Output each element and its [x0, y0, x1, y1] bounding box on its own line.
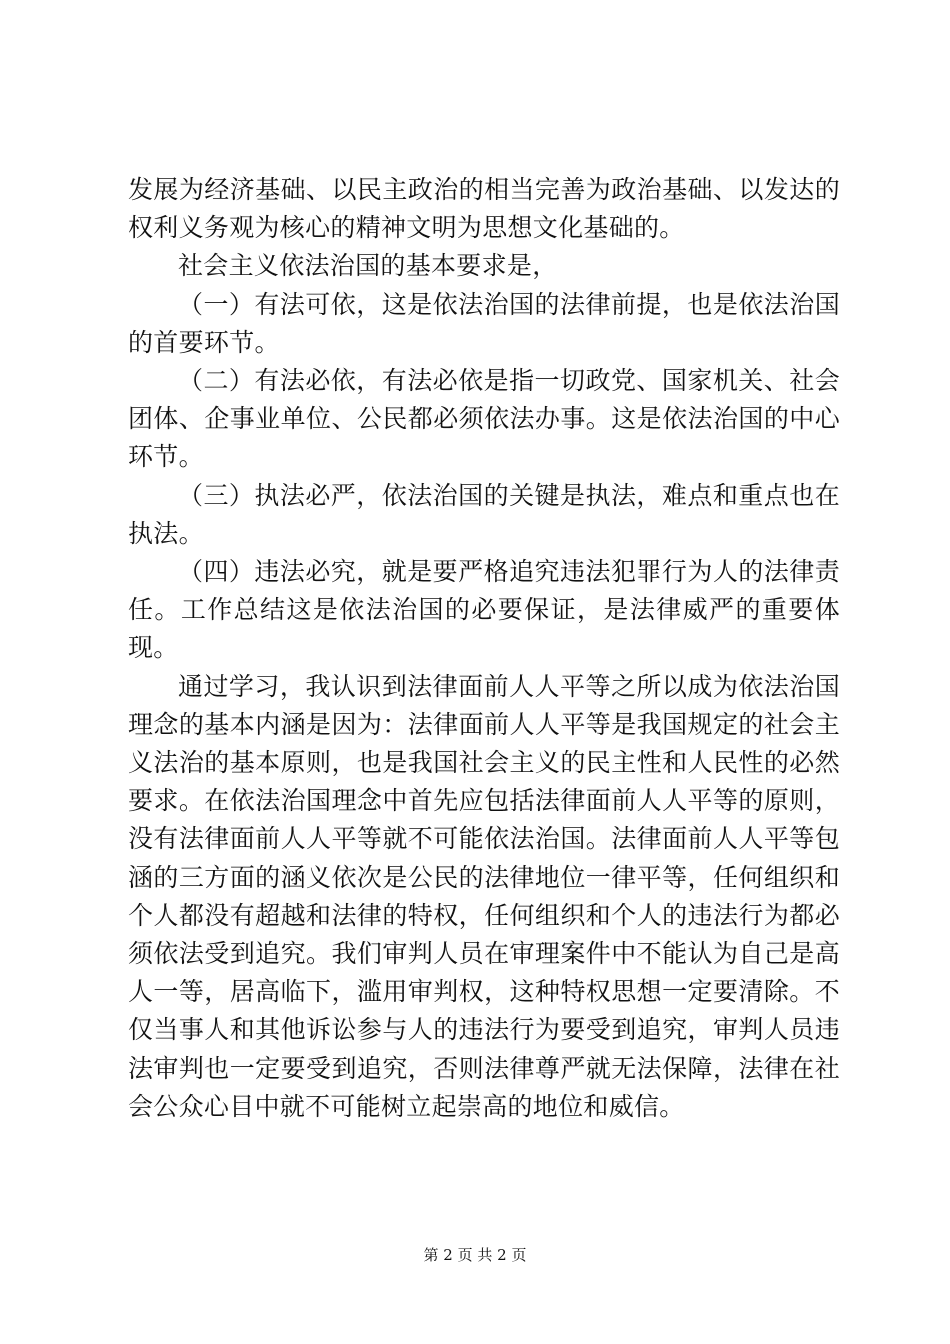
- paragraph-item-2: （二）有法必依，有法必依是指一切政党、国家机关、社会团体、企事业单位、公民都必须依法办事。这是依法治国的中心环节。: [128, 366, 840, 472]
- paragraph-continuation: 发展为经济基础、以民主政治的相当完善为政治基础、以发达的权利义务观为核心的精神文明为思想文化基础的。: [128, 175, 840, 243]
- paragraph-requirements-intro: 社会主义依法治国的基本要求是，: [178, 251, 558, 281]
- page-footer: 第 2 页 共 2 页: [423, 1246, 527, 1264]
- paragraph-reflection: 通过学习，我认识到法律面前人人平等之所以成为依法治国理念的基本内涵是因为：法律面前人人平等是我国规定的社会主义法治的基本原则，也是我国社会主义的民主性和人民性的必然要求。在依法治国理念中首先应包括法律面前人人平等的原则，没有法律面前人人平等就不可能依法治国。法律面前人人平等包涵的三方面的涵义依次是公民的法律地位一律平等，任何组织和个人都没有超越和法律的特权，任何组织和个人的违法行为都必须依法受到追究。我们审判人员在审理案件中不能认为自己是高人一等，居高临下，滥用审判权，这种特权思想一定要清除。不仅当事人和其他诉讼参与人的违法行为要受到追究，审判人员违法审判也一定要受到追究，否则法律尊严就无法保障，法律在社会公众心目中就不可能树立起崇高的地位和威信。: [128, 671, 840, 1121]
- paragraph-item-4: （四）违法必究，就是要严格追究违法犯罪行为人的法律责任。工作总结这是依法治国的必要保证，是法律威严的重要体现。: [128, 557, 840, 663]
- document-body: [128, 171, 840, 1126]
- paragraph-item-1: （一）有法可依，这是依法治国的法律前提，也是依法治国的首要环节。: [128, 289, 840, 357]
- paragraph-item-3: （三）执法必严，依法治国的关键是执法，难点和重点也在执法。: [128, 480, 840, 548]
